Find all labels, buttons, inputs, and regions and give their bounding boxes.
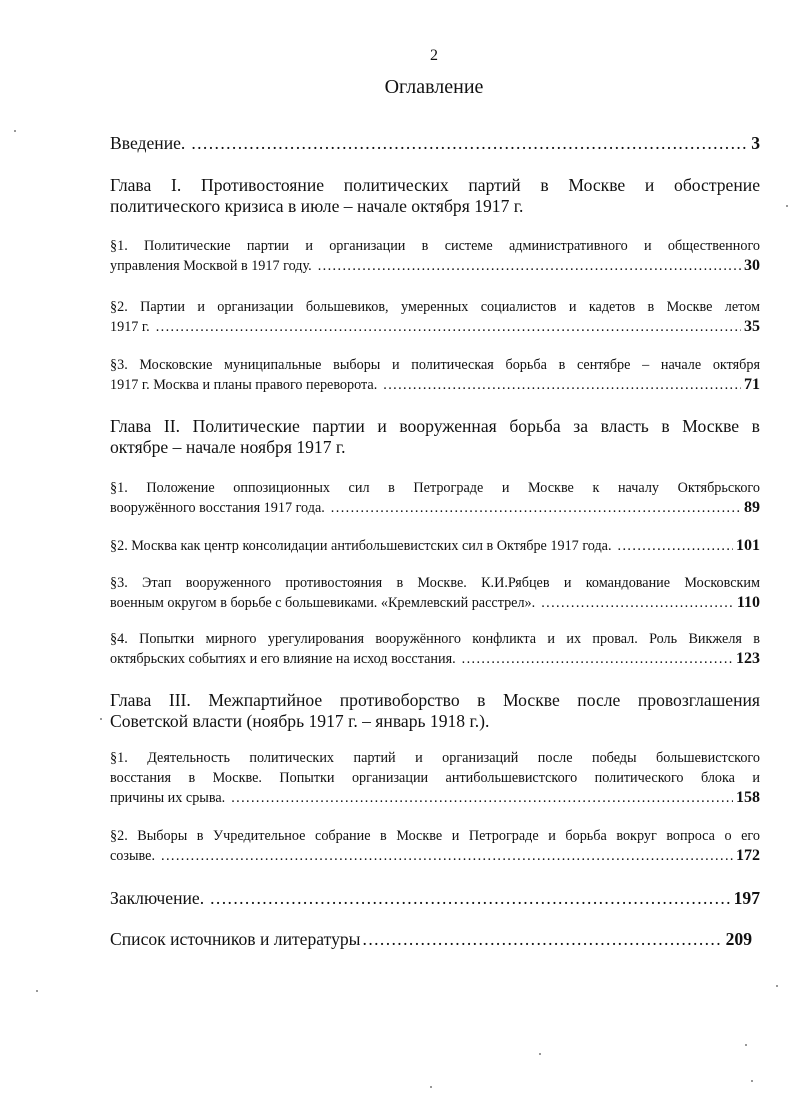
toc-entry-bibliography[interactable] — [110, 929, 752, 950]
toc-entry-text: управления Москвой в 1917 году. — [110, 258, 312, 274]
toc-section-1-3[interactable] — [110, 355, 760, 395]
toc-entry-text: Заключение. — [110, 888, 205, 908]
toc-page-number: 89 — [744, 499, 760, 516]
toc-entry-text: Советской власти (ноябрь 1917 г. – январь 1918 г.). — [110, 711, 490, 731]
toc-page-number: 35 — [744, 318, 760, 335]
toc-entry-text: Глава III. Межпартийное противоборство в Москве после провозглашения — [110, 690, 760, 710]
toc-entry-text: §2. Москва как центр консолидации антибольшевистских сил в Октябре 1917 года. — [110, 538, 612, 554]
dot-leader — [210, 888, 730, 909]
toc-entry-text: восстания в Москве. Попытки организации антибольшевистского политического блока и — [110, 770, 760, 786]
toc-page-number: 110 — [736, 594, 760, 611]
toc-entry-text: политического кризиса в июле – начале октября 1917 г. — [110, 196, 524, 216]
toc-entry-text: октябрьских событиях и его влияние на исход восстания. — [110, 651, 456, 667]
toc-entry-text: созыве. — [110, 848, 155, 864]
toc-entry-text: §2. Выборы в Учредительное собрание в Москве и Петрограде и борьба вокруг вопроса о его — [110, 828, 760, 844]
toc-entry-text: §1. Положение оппозиционных сил в Петрограде и Москве к началу Октябрьского — [110, 480, 760, 496]
toc-section-1-1[interactable] — [110, 236, 760, 276]
toc-page-number: 172 — [736, 847, 760, 864]
scan-speck — [100, 718, 102, 720]
scan-speck — [776, 985, 778, 987]
toc-entry-text: §4. Попытки мирного урегулирования вооружённого конфликта и их провал. Роль Викжеля в — [110, 631, 760, 647]
toc-entry-text: Глава I. Противостояние политических партий в Москве и обострение — [110, 175, 760, 195]
toc-page-number: 3 — [751, 133, 760, 153]
toc-page-number: 101 — [736, 537, 760, 554]
dot-leader — [191, 133, 748, 154]
toc-page-number: 197 — [733, 888, 760, 908]
toc-section-1-2[interactable] — [110, 297, 760, 337]
dot-leader — [331, 498, 741, 518]
dot-leader — [231, 788, 733, 808]
dot-leader — [363, 929, 723, 950]
toc-entry-text: §3. Этап вооруженного противостояния в Москве. К.И.Рябцев и командование Московским — [110, 575, 760, 591]
toc-entry-text: §1. Деятельность политических партий и организаций после победы большевистского — [110, 750, 760, 766]
toc-entry-text: октябре – начале ноября 1917 г. — [110, 437, 346, 457]
toc-page-number: 158 — [736, 789, 760, 806]
toc-section-2-2[interactable] — [110, 536, 760, 556]
toc-page-number: 123 — [736, 650, 760, 667]
scan-speck — [786, 205, 788, 207]
scan-speck — [430, 1086, 432, 1088]
toc-entry-text: Список источников и литературы — [110, 929, 361, 949]
toc-page-number: 209 — [725, 929, 752, 949]
toc-entry-introduction[interactable] — [110, 133, 760, 154]
dot-leader — [541, 593, 734, 613]
toc-page-number: 30 — [744, 257, 760, 274]
toc-entry-text: Введение. — [110, 133, 186, 153]
dot-leader — [618, 536, 733, 556]
toc-section-2-4[interactable] — [110, 629, 760, 669]
toc-entry-text: причины их срыва. — [110, 790, 226, 806]
toc-entry-text: 1917 г. — [110, 319, 150, 335]
toc-title: Оглавление — [384, 76, 484, 98]
scan-speck — [36, 990, 38, 992]
toc-entry-text: 1917 г. Москва и планы правого переворота. — [110, 377, 378, 393]
toc-page-number: 71 — [744, 376, 760, 393]
toc-entry-text: §3. Московские муниципальные выборы и политическая борьба в сентябре – начале октября — [110, 357, 760, 373]
scan-speck — [14, 130, 16, 132]
dot-leader — [383, 375, 741, 395]
toc-entry-text: Глава II. Политические партии и вооруженная борьба за власть в Москве в — [110, 416, 760, 436]
scan-speck — [751, 1080, 753, 1082]
dot-leader — [156, 317, 741, 337]
dot-leader — [462, 649, 733, 669]
toc-entry-text: §2. Партии и организации большевиков, умеренных социалистов и кадетов в Москве летом — [110, 299, 760, 315]
scan-speck — [539, 1053, 541, 1055]
scan-speck — [745, 1044, 747, 1046]
toc-section-2-1[interactable] — [110, 478, 760, 518]
toc-entry-text: военным округом в борьбе с большевиками. «Кремлевский расстрел». — [110, 595, 536, 611]
page-number: 2 — [430, 47, 438, 64]
toc-entry-text: вооружённого восстания 1917 года. — [110, 500, 325, 516]
toc-section-3-2[interactable] — [110, 826, 760, 866]
toc-chapter-1[interactable] — [110, 175, 760, 217]
toc-entry-text: §1. Политические партии и организации в системе административного и общественного — [110, 238, 760, 254]
toc-section-2-3[interactable] — [110, 573, 760, 613]
toc-chapter-2[interactable] — [110, 416, 760, 458]
toc-chapter-3[interactable] — [110, 690, 760, 732]
dot-leader — [318, 256, 741, 276]
toc-entry-conclusion[interactable] — [110, 888, 760, 909]
toc-section-3-1[interactable] — [110, 748, 760, 808]
dot-leader — [161, 846, 733, 866]
